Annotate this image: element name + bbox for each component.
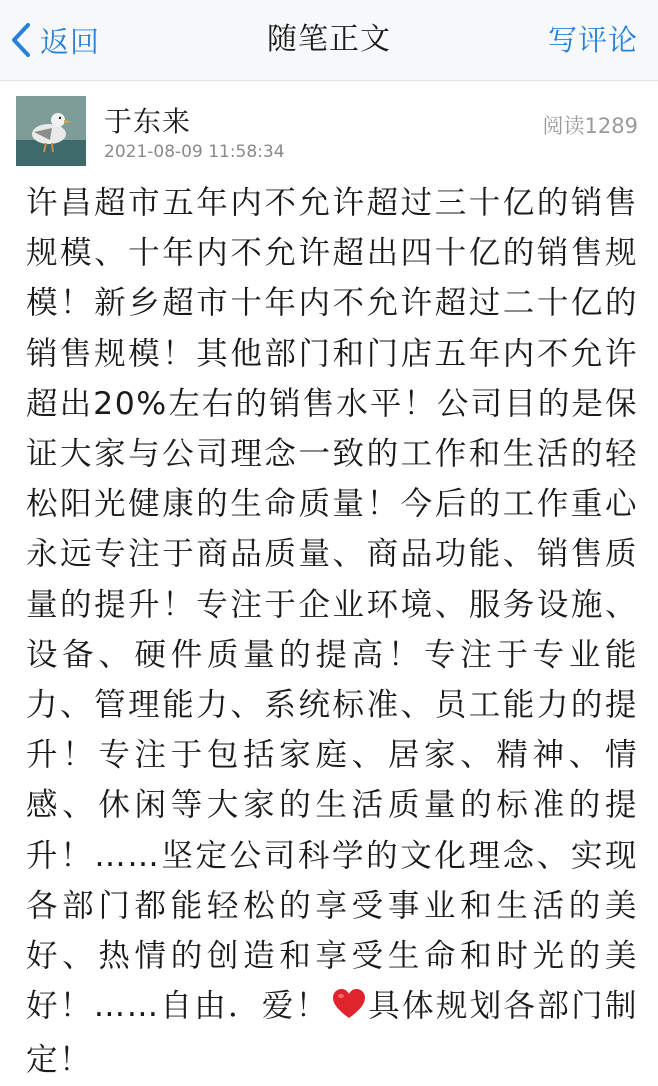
avatar[interactable] [16,96,86,166]
heart-emoji-icon [332,985,366,1035]
post-timestamp: 2021-08-09 11:58:34 [104,142,285,162]
read-count: 阅读1289 [542,114,638,138]
top-navbar [0,0,658,81]
author-row [0,80,658,176]
seagull-avatar-image [16,96,86,166]
page-title: 随笔正文 [267,22,391,57]
article-text: 许昌超市五年内不允许超过三十亿的销售规模、十年内不允许超出四十亿的销售规模！新乡超市十年内不允许超过二十亿的销售规模！其他部门和门店五年内不允许超出20%左右的销售水平！公司目的是保证大家与公司理念一致的工作和生活的轻松阳光健康的生命质量！今后的工作重心永远专注于商品质量、商品功能、销售质量的提升！专注于企业环境、服务设施、设备、硬件质量的提高！专注于专业能力、管理能力、系统标准、员工能力的提升！专注于包括家庭、居家、精神、情感、休闲等大家的生活质量的标准的提升！……坚定公司科学的文化理念、实现各部门都能轻松的享受事业和生活的美好、热情的创造和享受生命和时光的美好！……自由．爱！ [26,185,638,1025]
back-button-label: 返回 [40,24,101,59]
article-text-end: 具体规划各部门制定！ [26,988,638,1079]
author-name[interactable]: 于东来 [104,105,192,138]
write-comment-button[interactable]: 写评论 [547,23,638,57]
article-body [26,178,638,1086]
